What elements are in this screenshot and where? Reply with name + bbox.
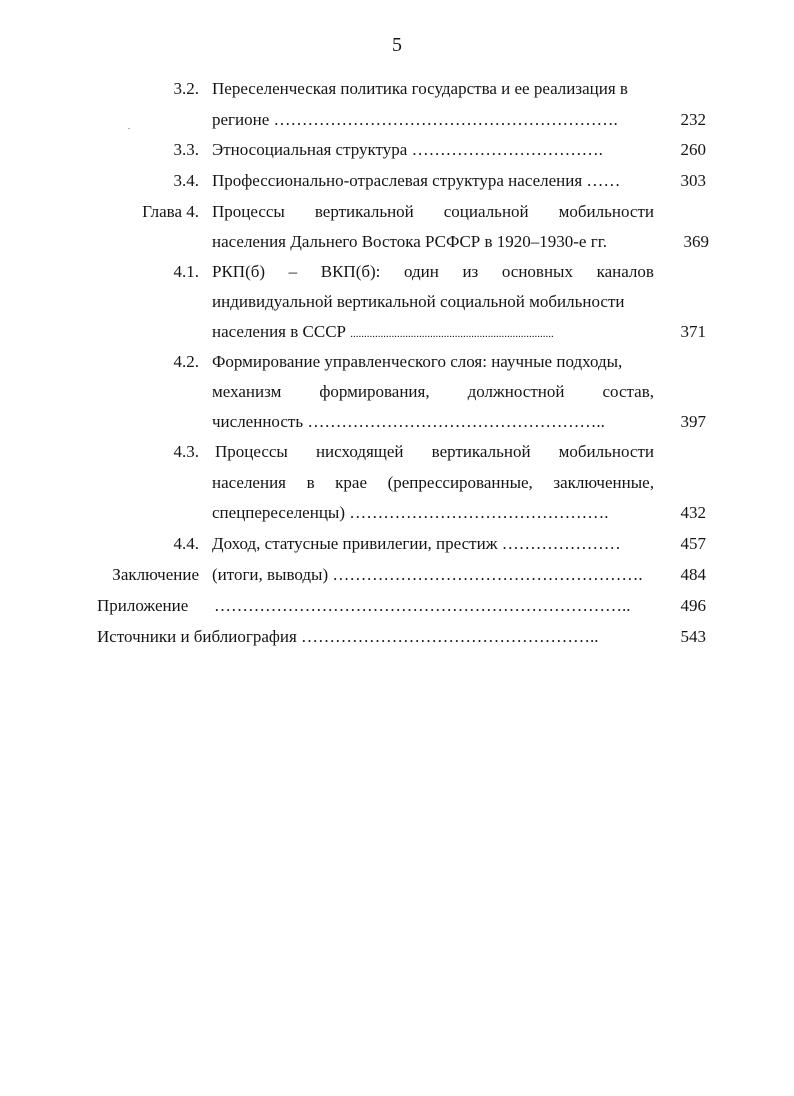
toc-entry-title (212, 380, 654, 404)
toc-entry-title: Переселенческая политика государства и ее реализация в (212, 79, 628, 98)
toc-chapter-title-end: населения Дальнего Востока РСФСР в 1920–1930-е гг. (212, 232, 608, 251)
page-number: 5 (392, 34, 402, 56)
toc-word: РКП(б) (212, 262, 266, 281)
toc-entry-title-end: регионе (212, 110, 270, 129)
toc-entry-title (212, 169, 620, 193)
toc-page-number: 397 (680, 412, 706, 431)
toc-entry-title (212, 410, 605, 434)
toc-word: состав, (602, 382, 654, 401)
toc-word: Процессы (212, 202, 285, 221)
toc-leader-dots: .......................................................................... (350, 328, 554, 340)
toc-entry-title (212, 501, 609, 525)
toc-word: Процессы (215, 442, 288, 461)
toc-entry-number: 4.1. (173, 262, 199, 281)
toc-word: социальной (443, 202, 529, 221)
toc-entry-title (212, 532, 621, 556)
toc-entry-number: 3.3. (173, 140, 199, 159)
toc-word: в (306, 473, 315, 492)
toc-leader-dots: ……………………………………………………………….. (214, 596, 631, 615)
toc-entry-title-end: Доход, статусные привилегии, престиж (212, 534, 498, 553)
toc-word: (репрессированные, (387, 473, 533, 492)
toc-leader-dots: …… (586, 171, 621, 190)
toc-word: населения (212, 473, 286, 492)
toc-entry-title-end: спецпереселенцы) (212, 503, 346, 522)
toc-word: мобильности (558, 202, 654, 221)
toc-page-number: 303 (680, 171, 706, 190)
toc-entry-number: 3.4. (173, 171, 199, 190)
toc-page-number: 371 (680, 322, 706, 341)
toc-entry-title (212, 138, 603, 162)
toc-page-number: 484 (680, 565, 706, 584)
toc-word: формирования, (319, 382, 430, 401)
toc-entry-number: 4.2. (173, 352, 199, 371)
toc-entry-title (212, 320, 654, 344)
toc-leader-dots: ………………………………………………. (332, 565, 643, 584)
toc-leader-dots: …………………………………………….. (307, 412, 605, 431)
toc-word: нисходящей (315, 442, 404, 461)
toc-section-label: Источники и библиография (97, 627, 297, 646)
toc-leader-dots: ………………………………………. (349, 503, 609, 522)
toc-entry-title (212, 260, 654, 284)
toc-word: механизм (212, 382, 282, 401)
toc-section-label: Заключение (112, 565, 199, 584)
toc-chapter-number: Глава 4. (142, 202, 199, 221)
toc-entry-title: Формирование управленческого слоя: научные подходы, (212, 352, 623, 371)
toc-word: крае (335, 473, 368, 492)
toc-leader-dots: ………………… (501, 534, 621, 553)
toc-page-number: 232 (680, 110, 706, 129)
toc-entry-title-end: населения в СССР (212, 322, 346, 341)
toc-word: заключенные, (553, 473, 654, 492)
toc-entry-title: индивидуальной вертикальной социальной мобильности (212, 292, 625, 311)
toc-word: вертикальной (431, 442, 531, 461)
toc-page-number: 260 (680, 140, 706, 159)
toc-leader-dots: ……………………………………………………. (273, 110, 618, 129)
toc-word: мобильности (558, 442, 654, 461)
toc-word: должностной (467, 382, 565, 401)
toc-page-number: 543 (680, 627, 706, 646)
toc-word: один (403, 262, 439, 281)
toc-entry-title-end: Этносоциальная структура (212, 140, 408, 159)
toc-leader-dots: …………………………………………….. (301, 627, 599, 646)
toc-entry-number: 3.2. (173, 79, 199, 98)
toc-entry-title-end: Профессионально-отраслевая структура населения (212, 171, 583, 190)
toc-entry-number: 4.4. (173, 534, 199, 553)
toc-word: каналов (596, 262, 654, 281)
toc-entry-title (97, 625, 599, 649)
toc-word: из (462, 262, 479, 281)
toc-page-number: 496 (680, 596, 706, 615)
toc-entry-title (212, 563, 643, 587)
toc-entry-title (212, 471, 654, 495)
toc-leader-dots: ……………………………. (411, 140, 603, 159)
toc-section-label: Приложение (97, 596, 189, 615)
toc-page-number: 457 (680, 534, 706, 553)
toc-entry-title-end: численность (212, 412, 304, 431)
toc-entry-number: 4.3. (173, 442, 199, 461)
toc-page-number: 432 (680, 503, 706, 522)
toc-word: – (288, 262, 298, 281)
toc-entry-title-end: (итоги, выводы) (212, 565, 329, 584)
toc-word: основных (501, 262, 573, 281)
toc-word: ВКП(б): (320, 262, 381, 281)
toc-chapter-title (212, 200, 654, 224)
toc-word: вертикальной (314, 202, 414, 221)
toc-entry-title (215, 440, 654, 464)
toc-page-number: 369 (683, 232, 709, 251)
toc-entry-title (212, 108, 654, 132)
